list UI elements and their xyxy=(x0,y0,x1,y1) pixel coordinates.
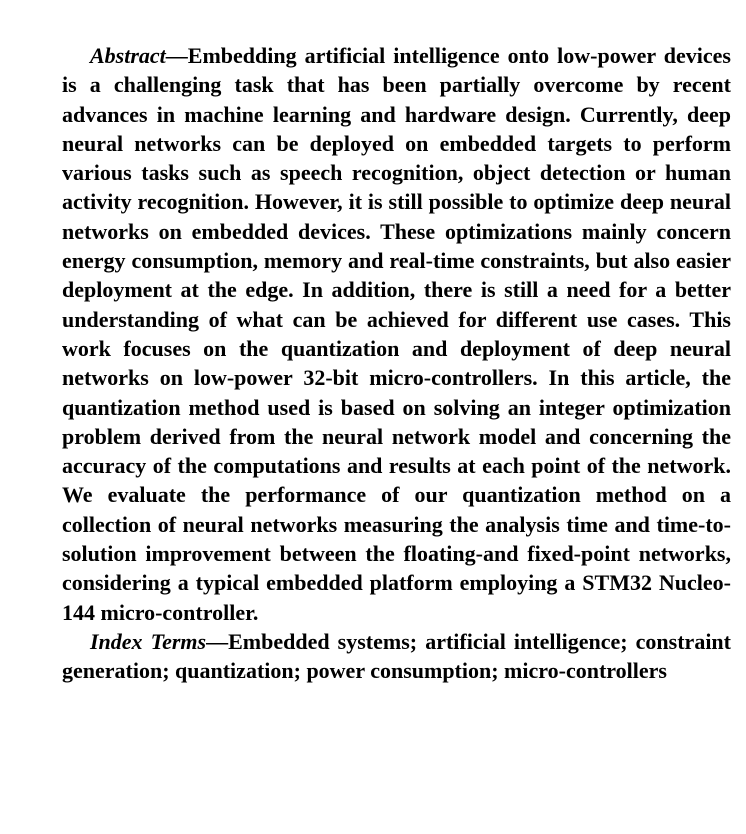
abstract-paragraph xyxy=(62,41,731,627)
index-terms-paragraph xyxy=(62,627,731,686)
abstract-text: Embedding artificial intelligence onto low-power devices is a challenging task that has been partially overcome by recent advances in machine learning and hardware design. Currently, deep neural networks can be deployed on embedded targets to perform various tasks such as speech recognition, object detection or human activity recognition. However, it is still possible to optimize deep neural networks on embedded devices. These optimizations mainly concern energy consumption, memory and real-time constraints, but also easier deployment at the edge. In addition, there is still a need for a better understanding of what can be achieved for different use cases. This work focuses on the quantization and deployment of deep neural networks on low-power 32-bit micro-controllers. In this article, the quantization method used is based on solving an integer optimization problem derived from the neural network model and concerning the accuracy of the computations and results at each point of the network. We evaluate the performance of our quantization method on a collection of neural networks measuring the analysis time and time-to-solution improvement between the floating-and fixed-point networks, considering a typical embedded platform employing a STM32 Nucleo-144 micro-controller. xyxy=(62,43,731,625)
index-terms-text: Embedded systems; artificial intelligence; constraint generation; quantization; power consumption; micro-controllers xyxy=(62,628,731,684)
abstract-label: Abstract xyxy=(90,43,166,68)
index-terms-label: Index Terms xyxy=(90,628,207,654)
abstract-dash: — xyxy=(165,43,188,68)
paper-abstract-block xyxy=(62,41,731,686)
index-terms-dash: — xyxy=(206,628,229,654)
